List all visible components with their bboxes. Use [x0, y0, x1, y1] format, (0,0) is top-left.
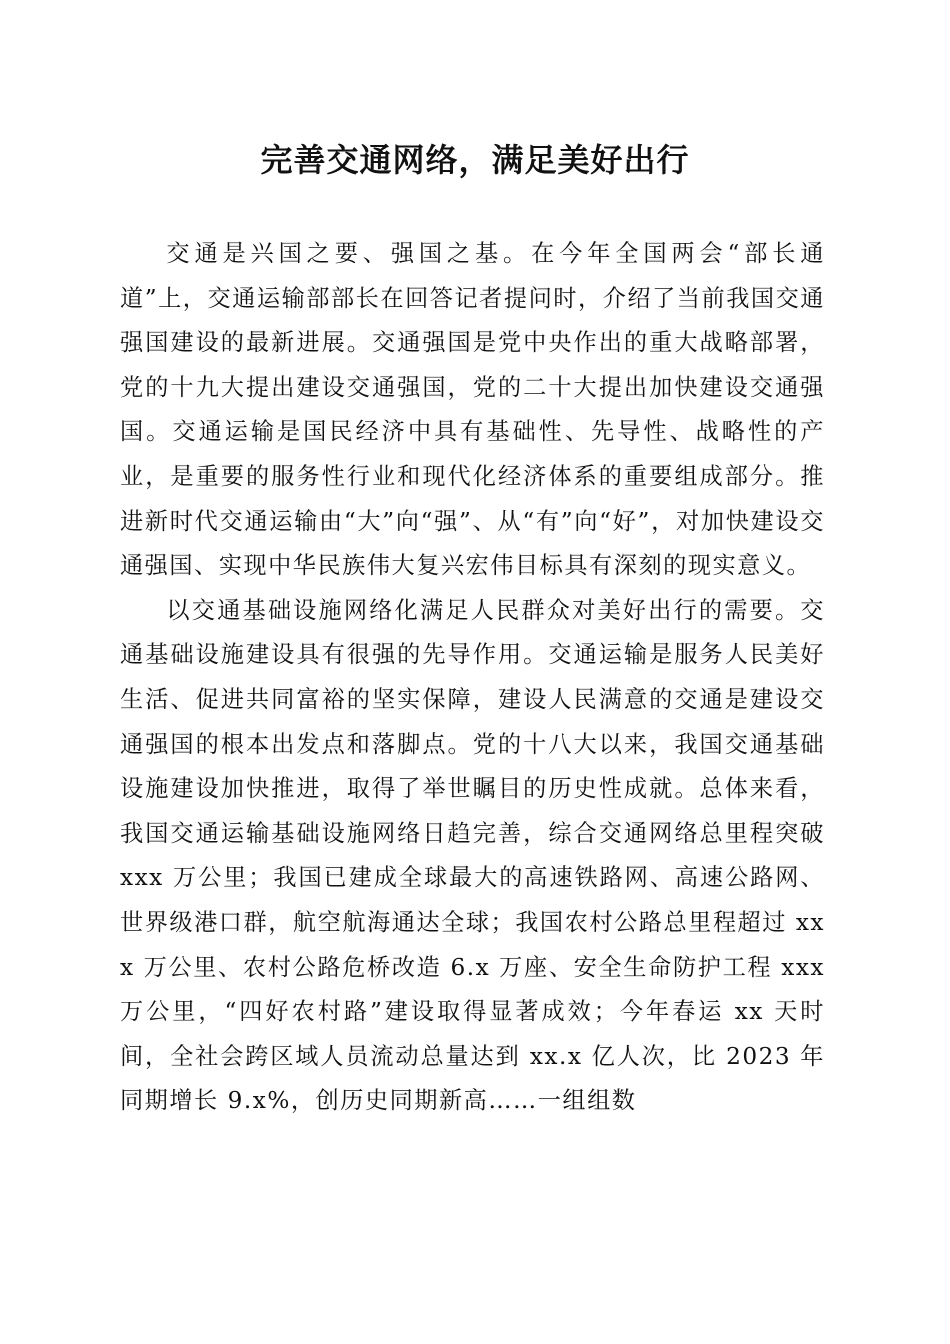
paragraph-1: 交通是兴国之要、强国之基。在今年全国两会“部长通道”上，交通运输部部长在回答记者提问时，介绍了当前我国交通强国建设的最新进展。交通强国是党中央作出的重大战略部署，党的十九大提出建设交通强国，党的二十大提出加快建设交通强国。交通运输是国民经济中具有基础性、先导性、战略性的产业，是重要的服务性行业和现代化经济体系的重要组成部分。推进新时代交通运输由“大”向“强”、从“有”向“好”，对加快建设交通强国、实现中华民族伟大复兴宏伟目标具有深刻的现实意义。: [120, 240, 825, 580]
document-body: [120, 232, 825, 1124]
paragraph-2: 以交通基础设施网络化满足人民群众对美好出行的需要。交通基础设施建设具有很强的先导作用。交通运输是服务人民美好生活、促进共同富裕的坚实保障，建设人民满意的交通是建设交通强国的根本出发点和落脚点。党的十八大以来，我国交通基础设施建设加快推进，取得了举世瞩目的历史性成就。总体来看，我国交通运输基础设施网络日趋完善，综合交通网络总里程突破 xxx 万公里；我国已建成全球最大的高速铁路网、高速公路网、世界级港口群，航空航海通达全球；我国农村公路总里程超过 xxx 万公里、农村公路危桥改造 6.x 万座、安全生命防护工程 xxx 万公里，“四好农村路”建设取得显著成效；今年春运 xx 天时间，全社会跨区域人员流动总量达到 xx.x 亿人次，比 2023 年同期增长 9.x%，创历史同期新高……一组组数: [120, 596, 825, 1115]
document-title: 完善交通网络，满足美好出行: [260, 141, 690, 179]
